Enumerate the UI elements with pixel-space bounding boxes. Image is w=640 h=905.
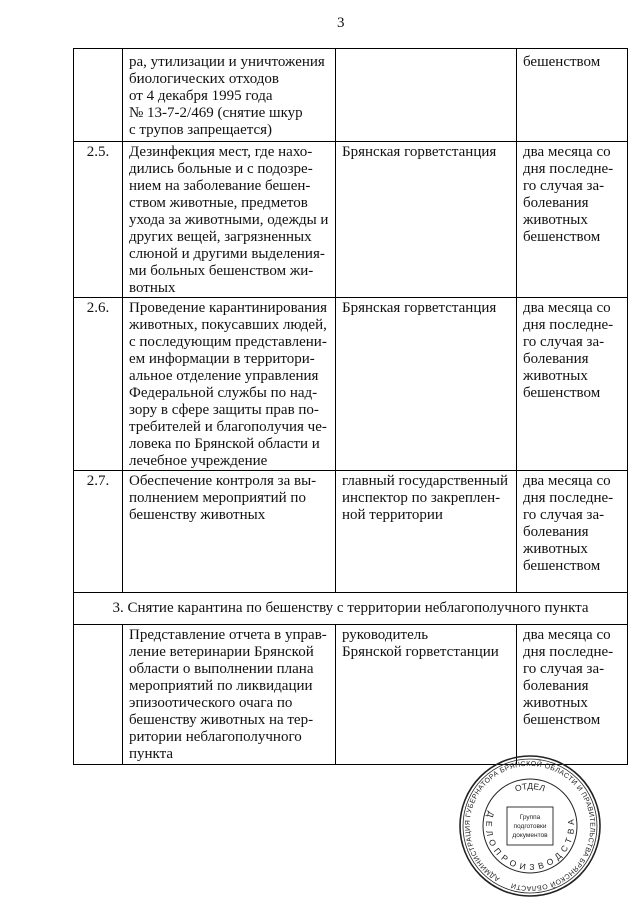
row-number-cell: 2.6. [74, 298, 123, 471]
responsible-cell [336, 49, 517, 142]
responsible-cell: Брянская горветстанция [336, 142, 517, 298]
responsible-cell: Брянская горветстанция [336, 298, 517, 471]
measures-table-body [74, 49, 628, 765]
stamp-center-line: Группа [519, 814, 541, 821]
action-cell: Обеспечение контроля за вы- полнением мероприятий по бешенству животных [123, 471, 336, 593]
section-header-row [74, 593, 628, 625]
deadline-cell: бешенством [517, 49, 628, 142]
table-row [74, 625, 628, 765]
stamp-inner-top-text [514, 781, 547, 794]
stamp-outer-text-content: АДМИНИСТРАЦИЯ ГУБЕРНАТОРА БРЯНСКОЙ ОБЛАСТИ И ПРАВИТЕЛЬСТВА БРЯНСКОЙ ОБЛАСТИ [464, 760, 596, 892]
action-cell: Дезинфекция мест, где нахо- дились больные и с подозре- нием на заболевание бешен- ством животные, предметов ухода за животными, одежды и других вещей, загрязненных слюной и другими выделения- ми больных бешенством жи- вотных [123, 142, 336, 298]
stamp-inner-top-text-content: ОТДЕЛ [513, 780, 547, 794]
responsible-cell: главный государственный инспектор по закреплен- ной территории [336, 471, 517, 593]
stamp-inner-bottom-text-content: ДЕЛОПРОИЗВОДСТВА [483, 810, 577, 873]
office-stamp [455, 751, 605, 901]
deadline-cell: два месяца со дня последне- го случая за- болевания животных бешенством [517, 142, 628, 298]
section-3-title: 3. Снятие карантина по бешенству с территории неблагополучного пункта [74, 593, 628, 625]
responsible-cell: руководитель Брянской горветстанции [336, 625, 517, 765]
row-number-cell [74, 625, 123, 765]
table-row [74, 49, 628, 142]
action-cell: Проведение карантинирования животных, покусавших людей, с последующим представлени- ем информации в территори- альное отделение управления Федеральной службы по над- зору в сфере защиты прав по- требителей и благополучия че- ловека по Брянской области и лечебное учреждение [123, 298, 336, 471]
table-row [74, 142, 628, 298]
action-cell: Представление отчета в управ- ление ветеринарии Брянской области о выполнении плана мероприятий по ликвидации эпизоотического очага по бешенству животных на тер- ритории неблагополучного пункта [123, 625, 336, 765]
page-number: 3 [337, 15, 345, 31]
action-cell: ра, утилизации и уничтожения биологических отходов от 4 декабря 1995 года № 13-7-2/469 (снятие шкур с трупов запрещается) [123, 49, 336, 142]
table-row [74, 298, 628, 471]
row-number-cell: 2.5. [74, 142, 123, 298]
stamp-center-line: документов [512, 832, 548, 839]
deadline-cell: два месяца со дня последне- го случая за- болевания животных бешенством [517, 471, 628, 593]
row-number-cell: 2.7. [74, 471, 123, 593]
deadline-cell: два месяца со дня последне- го случая за- болевания животных бешенством [517, 298, 628, 471]
deadline-cell: два месяца со дня последне- го случая за- болевания животных бешенством [517, 625, 628, 765]
stamp-center-line: подготовки [513, 823, 547, 830]
table-row [74, 471, 628, 593]
measures-table [73, 48, 628, 765]
row-number-cell [74, 49, 123, 142]
